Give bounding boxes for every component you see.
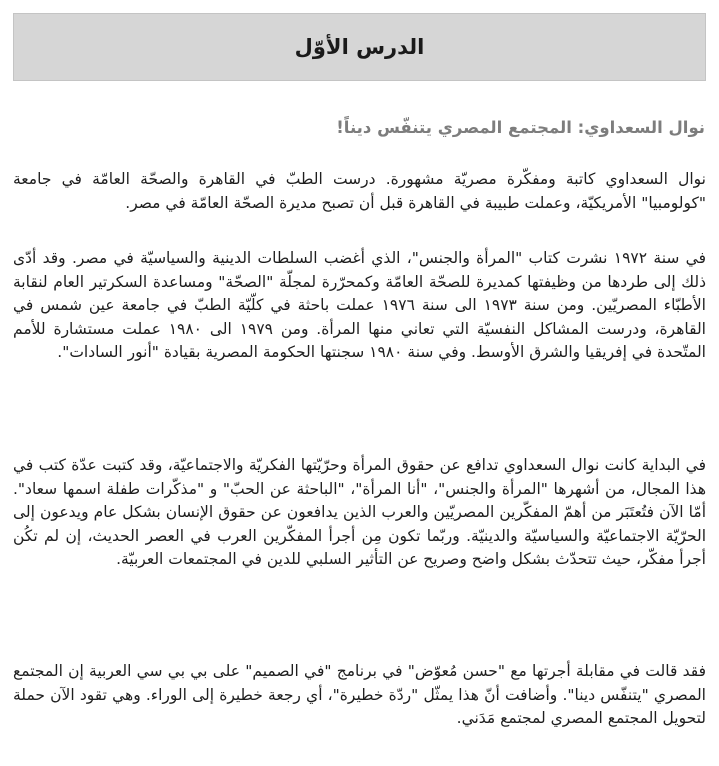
lesson-title: الدرس الأوّل bbox=[294, 35, 425, 59]
paragraph-career: في سنة ١٩٧٢ نشرت كتاب "المرأة والجنس"، الذي أغضب السلطات الدينية والسياسيّة في مصر. وقد أدّى ذلك إلى طردها من وظيفتها كمديرة للصحّة العامّة وكمحرّرة لمجلّة "الصحّة" ومساعدة السكرتير العام لنقابة الأطبّاء المصريّين. ومن سنة ١٩٧٣ الى سنة ١٩٧٦ عملت باحثة في كلّيّة الطبّ في جامعة عين شمس في القاهرة، ودرست المشاكل النفسيّة التي تعاني منها المرأة. ومن ١٩٧٩ الى ١٩٨٠ عملت مستشارة للأمم المتّحدة في إفريقيا والشرق الأوسط. وفي سنة ١٩٨٠ سجنتها الحكومة المصرية بقيادة "أنور السادات". bbox=[13, 249, 706, 361]
paragraph-writings: في البداية كانت نوال السعداوي تدافع عن حقوق المرأة وحرّيّتها الفكريّة والاجتماعيّة، وقد كتبت عدّة كتب في هذا المجال، من أشهرها "المرأة والجنس"، "أنا المرأة"، "الباحثة عن الحبّ" و "مذكّرات طفلة اسمها سعاد". أمّا الآن فتُعتَبَر من أهمّ المفكّرين المصريّين والعرب الذين يدافعون عن حقوق الإنسان بشكل عام ويدعون إلى الحرّيّة الاجتماعيّة والسياسيّة والدينيّة. وربّما تكون مِن أجرأ المفكّرين العرب في العصر الحديث، إن لم تكُن أجرأ مفكّر، حيث تتحدّث بشكل واضح وصريح عن التأثير السلبي للدين في المجتمعات العربيّة. bbox=[13, 456, 706, 568]
paragraph-biography: نوال السعداوي كاتبة ومفكّرة مصريّة مشهورة. درست الطبّ في القاهرة والصحّة العامّة في جامعة "كولومبيا" الأمريكيّة، وعملت طبيبة في القاهرة قبل أن تصبح مديرة الصحّة العامّة في مصر. bbox=[13, 170, 706, 212]
lesson-header-banner bbox=[13, 13, 706, 81]
paragraph-interview: فقد قالت في مقابلة أجرتها مع "حسن مُعوّض" في برنامج "في الصميم" على بي بي سي العربية إن المجتمع المصري "يتنفّس دينا". وأضافت أنّ هذا يمثّل "ردّة خطيرة"، أي رجعة خطيرة إلى الوراء. وهي تقود الآن حملة لتحويل المجتمع المصري لمجتمع مَدَني. bbox=[13, 662, 706, 727]
article-subtitle: نوال السعداوي: المجتمع المصري يتنفّس ديناً! bbox=[336, 118, 705, 137]
